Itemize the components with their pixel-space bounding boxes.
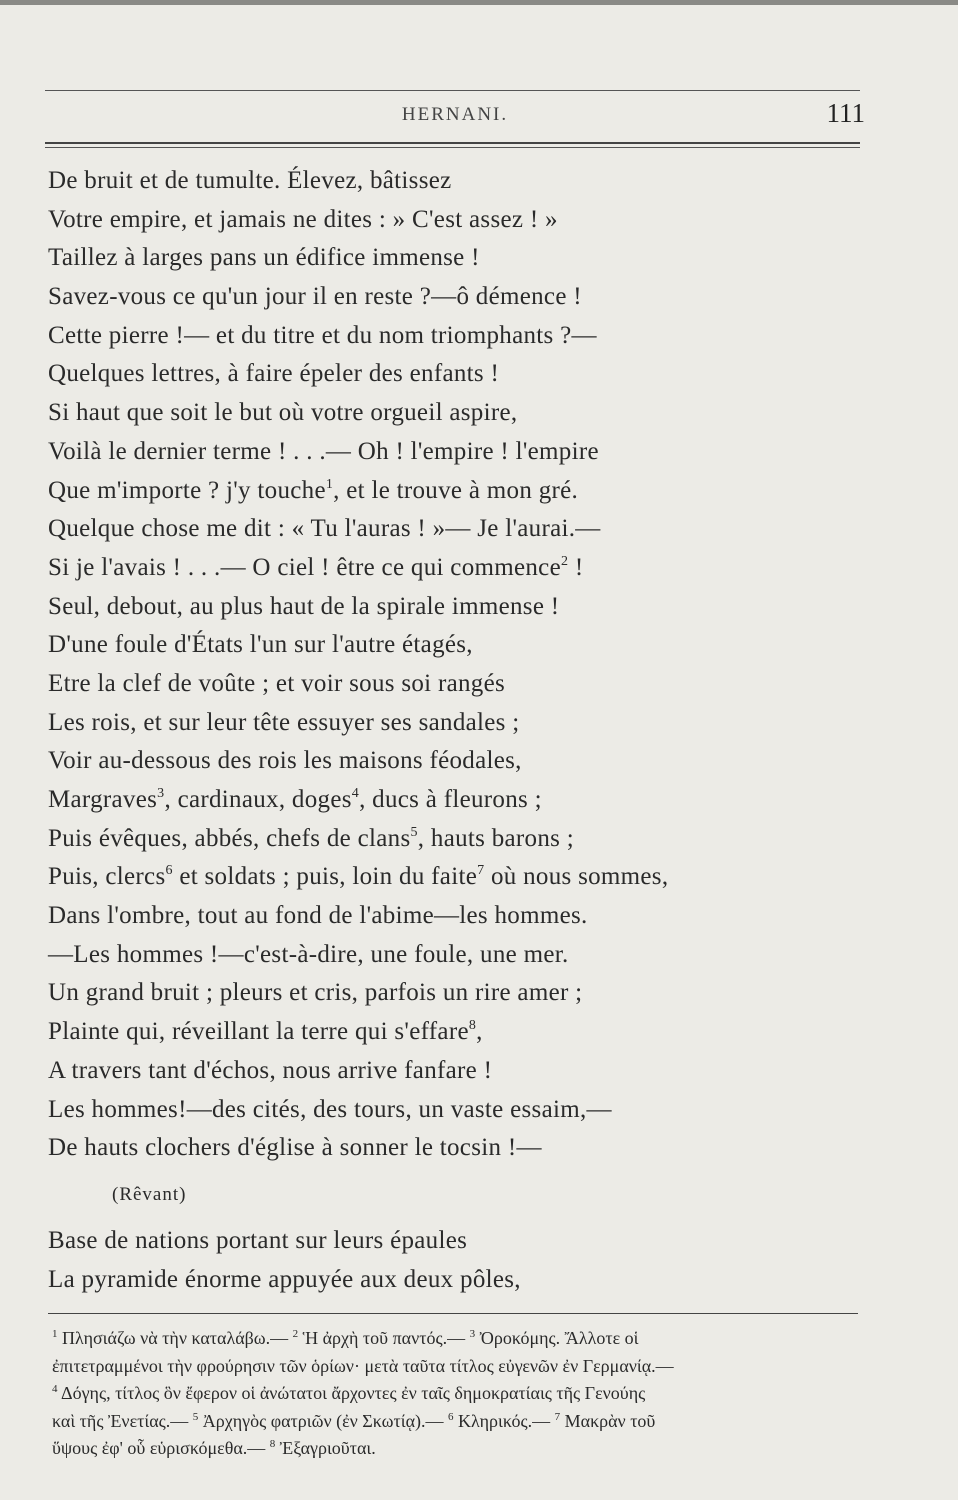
stage-direction: (Rêvant) xyxy=(112,1183,187,1205)
verse-text: Puis évêques, abbés, chefs de clans xyxy=(48,824,411,852)
verse-line: Voir au-dessous des rois les maisons féodales, xyxy=(48,747,522,775)
verse-line: De hauts clochers d'église à sonner le tocsin !— xyxy=(48,1134,542,1162)
verse-line: A travers tant d'échos, nous arrive fanfare ! xyxy=(48,1056,493,1084)
footnote-text: Κληρικός.— xyxy=(453,1410,555,1431)
footnotes xyxy=(52,1325,882,1463)
verse-text: ! xyxy=(568,553,584,581)
verse-line: Cette pierre !— et du titre et du nom triomphants ?— xyxy=(48,321,597,349)
verse-text: Si je l'avais ! . . .— O ciel ! être ce qui commence xyxy=(48,553,561,581)
verse-line xyxy=(48,781,888,820)
verse-line: —Les hommes !—c'est-à-dire, une foule, une mer. xyxy=(48,940,569,968)
verse-line: Taillez à larges pans un édifice immense ! xyxy=(48,244,480,272)
footnote-ref: 1 xyxy=(52,1328,58,1340)
footnote-text: Δόγης, τίτλος ὃν ἔφερον οἱ ἀνώτατοι ἄρχοντες ἐν ταῖς δημοκρατίαις τῆς Γενούης xyxy=(57,1383,646,1403)
footnote-ref: 2 xyxy=(560,553,569,569)
verse-line xyxy=(48,820,888,859)
verse-text: , cardinaux, doges xyxy=(164,786,352,813)
footnote-ref: 5 xyxy=(410,824,418,840)
verse-line: Si haut que soit le but où votre orgueil aspire, xyxy=(48,399,518,427)
verse-line: De bruit et de tumulte. Élevez, bâtissez xyxy=(48,167,452,194)
footnote-ref: 4 xyxy=(351,786,360,801)
page-number: 111 xyxy=(826,98,865,128)
verse-text: , hauts barons ; xyxy=(417,824,574,852)
verse-line: Etre la clef de voûte ; et voir sous soi rangés xyxy=(48,669,506,697)
footnote-line xyxy=(52,1380,882,1408)
footnote-text: Πλησιάζω νὰ τὴν καταλάβω.— xyxy=(57,1328,293,1348)
verse-text: Que m'importe ? j'y touche xyxy=(48,476,326,504)
verse-line: Les hommes!—des cités, des tours, un vaste essaim,— xyxy=(48,1095,612,1123)
footnote-text: καὶ τῆς Ἐνετίας.— xyxy=(52,1410,193,1431)
verse-line: Un grand bruit ; pleurs et cris, parfois un rire amer ; xyxy=(48,979,583,1007)
footnote-ref: 8 xyxy=(468,1018,477,1034)
verse-body xyxy=(48,162,888,1299)
verse-line: Les rois, et sur leur tête essuyer ses sandales ; xyxy=(48,708,520,736)
verse-text: , xyxy=(476,1018,483,1046)
footnote-text: ἐπιτετραμμένοι τὴν φρούρησιν τῶν ὁρίων· μετὰ ταῦτα τίτλος εὐγενῶν ἐν Γερμανίᾳ.— xyxy=(52,1355,674,1376)
page-header xyxy=(45,98,865,132)
footnote-ref: 6 xyxy=(448,1410,454,1423)
header-rule-bottom xyxy=(45,142,860,144)
verse-text: , et le trouve à mon gré. xyxy=(333,476,579,504)
footnote-ref: 7 xyxy=(477,863,485,879)
verse-line: Quelques lettres, à faire épeler des enfants ! xyxy=(48,360,500,388)
verse-line: La pyramide énorme appuyée aux deux pôles, xyxy=(48,1265,521,1293)
verse-text: et soldats ; puis, loin du faite xyxy=(172,863,478,891)
verse-line xyxy=(48,549,888,588)
footnote-ref: 7 xyxy=(554,1410,561,1423)
verse-line: D'une foule d'États l'un sur l'autre étagés, xyxy=(48,631,473,659)
verse-line: Votre empire, et jamais ne dites : » C'est assez ! » xyxy=(48,205,558,233)
footnote-text: Ἀρχηγὸς φατριῶν (ἐν Σκωτίᾳ).— xyxy=(198,1410,449,1431)
footnote-ref: 3 xyxy=(469,1328,476,1340)
footnote-ref: 2 xyxy=(292,1328,299,1340)
verse-text: Puis, clercs xyxy=(48,863,166,891)
footnote-line xyxy=(52,1353,882,1381)
verse-text: où nous sommes, xyxy=(484,863,669,891)
footnote-line xyxy=(52,1435,882,1463)
footnote-ref: 5 xyxy=(192,1410,199,1423)
verse-line xyxy=(48,472,888,511)
header-rule-bottom-thin xyxy=(45,147,860,148)
verse-text: Margraves xyxy=(48,786,158,813)
footnote-ref: 6 xyxy=(165,863,173,879)
footnote-text: Μακρὰν τοῦ xyxy=(560,1410,656,1431)
footnote-text: Ἐξαγριοῦται. xyxy=(275,1438,376,1458)
page-top-edge xyxy=(0,0,958,5)
footnote-rule xyxy=(48,1313,858,1314)
verse-line xyxy=(48,1013,888,1052)
footnote-text: Ὀροκόμης. Ἄλλοτε οἱ xyxy=(475,1328,639,1348)
footnote-text: ὕψους ἐφ' οὗ εὑρισκόμεθα.— xyxy=(52,1438,270,1458)
running-title: HERNANI. xyxy=(401,104,509,125)
verse-line: Quelque chose me dit : « Tu l'auras ! »— Je l'aurai.— xyxy=(48,515,601,543)
header-rule-top xyxy=(45,90,860,91)
footnote-ref: 4 xyxy=(52,1383,58,1395)
footnote-ref: 8 xyxy=(269,1438,276,1450)
verse-line: Seul, debout, au plus haut de la spirale immense ! xyxy=(48,592,560,620)
verse-line xyxy=(48,858,888,897)
footnote-line xyxy=(52,1325,882,1353)
footnote-ref: 1 xyxy=(325,476,334,492)
footnote-text: Ἡ ἀρχὴ τοῦ παντός.— xyxy=(298,1328,470,1348)
verse-line: Dans l'ombre, tout au fond de l'abime—les hommes. xyxy=(48,902,588,930)
verse-line: Voilà le dernier terme ! . . .— Oh ! l'empire ! l'empire xyxy=(48,437,599,465)
footnote-line xyxy=(52,1408,882,1436)
verse-line: Base de nations portant sur leurs épaules xyxy=(48,1226,468,1254)
verse-text: , ducs à fleurons ; xyxy=(359,786,542,813)
verse-text: Plainte qui, réveillant la terre qui s'effare xyxy=(48,1018,469,1046)
footnote-ref: 3 xyxy=(157,786,165,801)
verse-line: Savez-vous ce qu'un jour il en reste ?—ô démence ! xyxy=(48,283,582,311)
